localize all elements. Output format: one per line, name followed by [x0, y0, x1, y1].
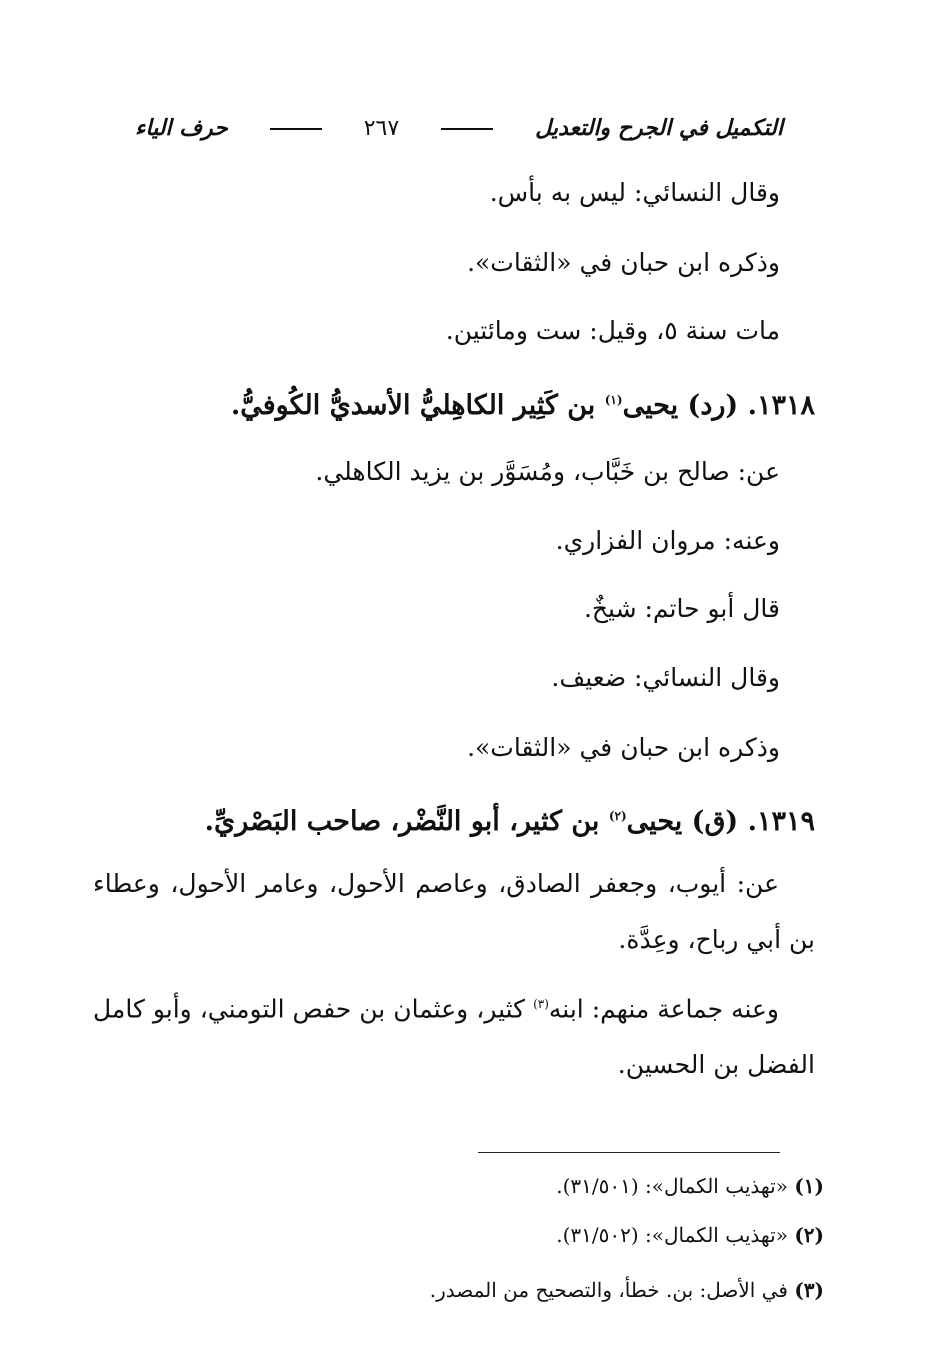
entry-name: (ق) يحيى [626, 806, 739, 837]
entry-heading-1318 [231, 382, 815, 424]
entry-name: (رد) يحيى [622, 390, 739, 421]
entry-number: ١٣١٨. [747, 390, 815, 421]
text-line: عن: صالح بن خَبَّاب، ومُسَوَّر بن يزيد الكاهلي. [315, 457, 780, 486]
footnote-text: في الأصل: بن. خطأ، والتصحيح من المصدر. [429, 1278, 788, 1302]
text-line: مات سنة ٥، وقيل: ست ومائتين. [445, 316, 780, 345]
entry-name-rest: بن كَثِير الكاهِليُّ الأسديُّ الكُوفيُّ. [230, 390, 596, 421]
header-divider [441, 115, 493, 141]
footnote [556, 1171, 824, 1201]
footnote-marker: (٢) [608, 809, 627, 823]
paragraph-text: وعنه جماعة منهم: ابنه [548, 994, 780, 1024]
footnote-separator [478, 1152, 780, 1153]
page-number: ٢٦٧ [363, 115, 400, 141]
entry-number: ١٣١٩. [747, 806, 815, 837]
entry-name-rest: بن كثير، أبو النَّضْر، صاحب البَصْريِّ. [204, 806, 600, 837]
footnote [556, 1220, 824, 1250]
footnote-text: «تهذيب الكمال»: (٣١/٥٠١). [556, 1174, 788, 1198]
footnote [430, 1275, 824, 1305]
text-line: وذكره ابن حبان في «الثقات». [467, 733, 780, 762]
header-divider [270, 115, 322, 141]
footnote-number: (١) [794, 1174, 824, 1198]
running-header [135, 108, 783, 148]
book-title: التكميل في الجرح والتعديل [535, 115, 783, 141]
paragraph: عن: أيوب، وجعفر الصادق، وعاصم الأحول، وعامر الأحول، وعطاء بن أبي رباح، وعِدَّة. [93, 869, 815, 954]
footnote-text: «تهذيب الكمال»: (٣١/٥٠٢). [556, 1223, 788, 1247]
text-line: وقال النسائي: ضعيف. [551, 663, 780, 692]
paragraph [93, 976, 815, 1093]
text-line: قال أبو حاتم: شيخٌ. [583, 594, 780, 623]
footnote-marker: (٣) [533, 997, 549, 1011]
footnote-number: (٢) [794, 1223, 824, 1247]
footnote-number: (٣) [794, 1278, 824, 1302]
paragraph-text: كثير، وعثمان بن حفص التومني، وأبو كامل الفضل بن الحسين. [93, 994, 815, 1080]
text-line: وذكره ابن حبان في «الثقات». [467, 248, 780, 277]
text-line: وقال النسائي: ليس به بأس. [489, 178, 780, 207]
text-line: وعنه: مروان الفزاري. [555, 526, 780, 555]
footnote-marker: (١) [604, 393, 623, 407]
section-title: حرف الياء [135, 115, 228, 141]
entry-heading-1319 [205, 798, 815, 840]
